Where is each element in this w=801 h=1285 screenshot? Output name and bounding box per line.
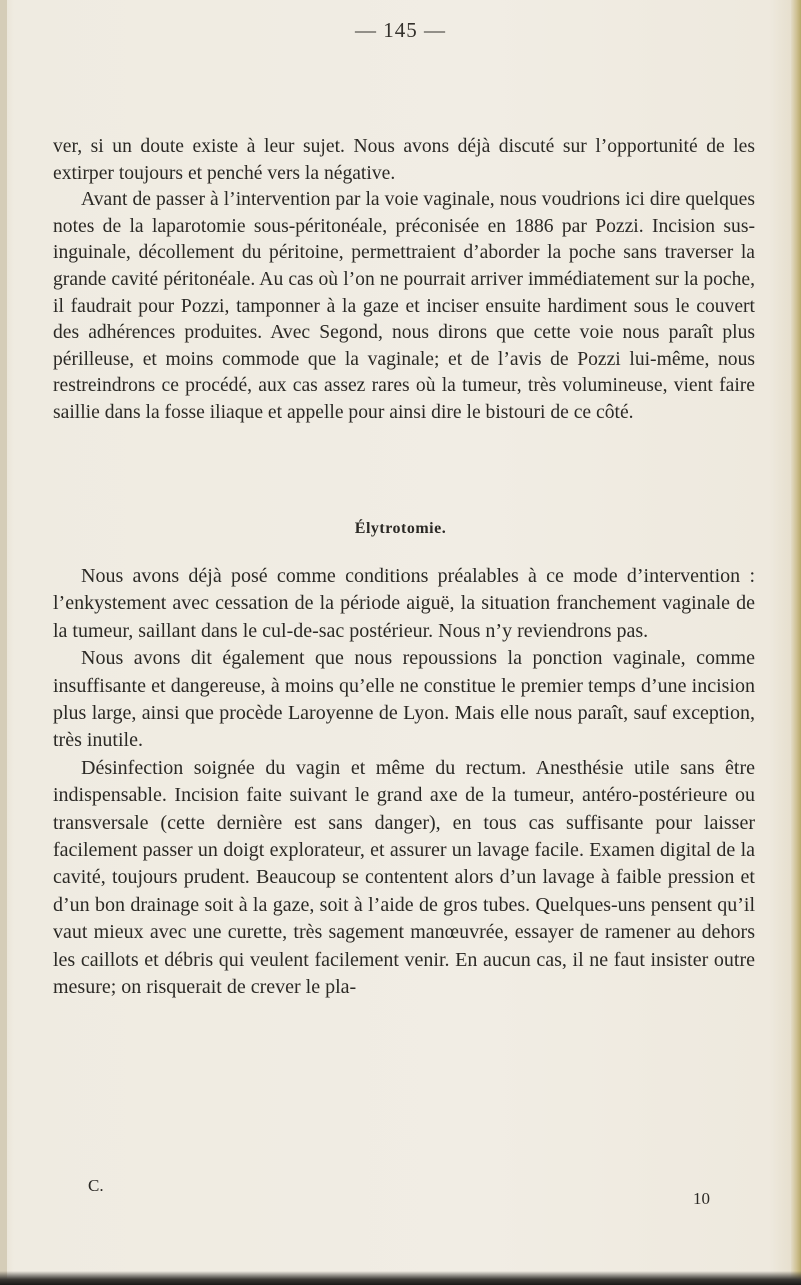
paragraph-desinfection: Désinfection soignée du vagin et même du rectum. Anesthésie utile sans être indispensable. Incision faite suivant le grand axe de la tumeur, antéro-postérieure ou transversale (cette dernière est sans danger), en tous cas suffisante pour laisser facilement passer un doigt explorateur, et assurer un lavage facile. Examen digital de la cavité, toujours prudent. Beaucoup se contentent alors d’un lavage à faible pression et d’un bon drainage soit à la gaze, soit à l’aide de gros tubes. Quelques-uns pensent qu’il vaut mieux avec une curette, très sagement manœuvrée, essayer de ramener au dehors les caillots et débris qui veulent facilement venir. En aucun cas, il ne faut insister outre mesure; on risquerait de crever le pla- xyxy=(53,756,755,999)
running-head-page-number: — 145 — xyxy=(355,18,446,42)
paragraph-ponction: Nous avons dit également que nous repoussions la ponction vaginale, comme insuffisante et dangereuse, à moins qu’elle ne constitue le premier temps d’une incision plus large, ainsi que procède Laroyenne de Lyon. Mais elle nous paraît, sauf exception, très inutile. xyxy=(53,647,755,752)
text-block-top xyxy=(53,134,755,427)
page-left-edge xyxy=(0,0,7,1285)
signature-mark-number: 10 xyxy=(693,1189,710,1208)
section-heading: Élytrotomie. xyxy=(354,520,447,537)
paragraph-conditions: Nous avons déjà posé comme conditions préalables à ce mode d’intervention : l’enkystement avec cessation de la période aiguë, la situation franchement vaginale de la tumeur, saillant dans le cul-de-sac postérieur. Nous n’y reviendrons pas. xyxy=(53,565,755,642)
page-right-edge xyxy=(791,0,801,1285)
paragraph-laparotomie: Avant de passer à l’intervention par la voie vaginale, nous voudrions ici dire quelques notes de la laparotomie sous-péritonéale, préconisée en 1886 par Pozzi. Incision sus-inguinale, décollement du péritoine, permettraient d’aborder la poche sans traverser la grande cavité péritonéale. Au cas où l’on ne pourrait arriver immédiatement sur la poche, il faudrait pour Pozzi, tamponner à la gaze et inciser ensuite hardiment sous le couvert des adhérences produites. Avec Segond, nous dirons que cette voie nous paraît plus périlleuse, et moins commode que la vaginale; et de l’avis de Pozzi lui-même, nous restreindrons ce procédé, aux cas assez rares où la tumeur, très volumineuse, vient faire saillie dans la fosse iliaque et appelle pour ainsi dire le bistouri de ce côté. xyxy=(53,189,755,423)
page-bottom-shadow xyxy=(0,1271,801,1285)
signature-mark-letter: C. xyxy=(88,1176,104,1195)
text-block-elytrotomie xyxy=(53,563,755,1002)
paragraph-continuation: ver, si un doute existe à leur sujet. Nous avons déjà discuté sur l’opportunité de les extirper toujours et penché vers la négative. xyxy=(53,136,755,184)
